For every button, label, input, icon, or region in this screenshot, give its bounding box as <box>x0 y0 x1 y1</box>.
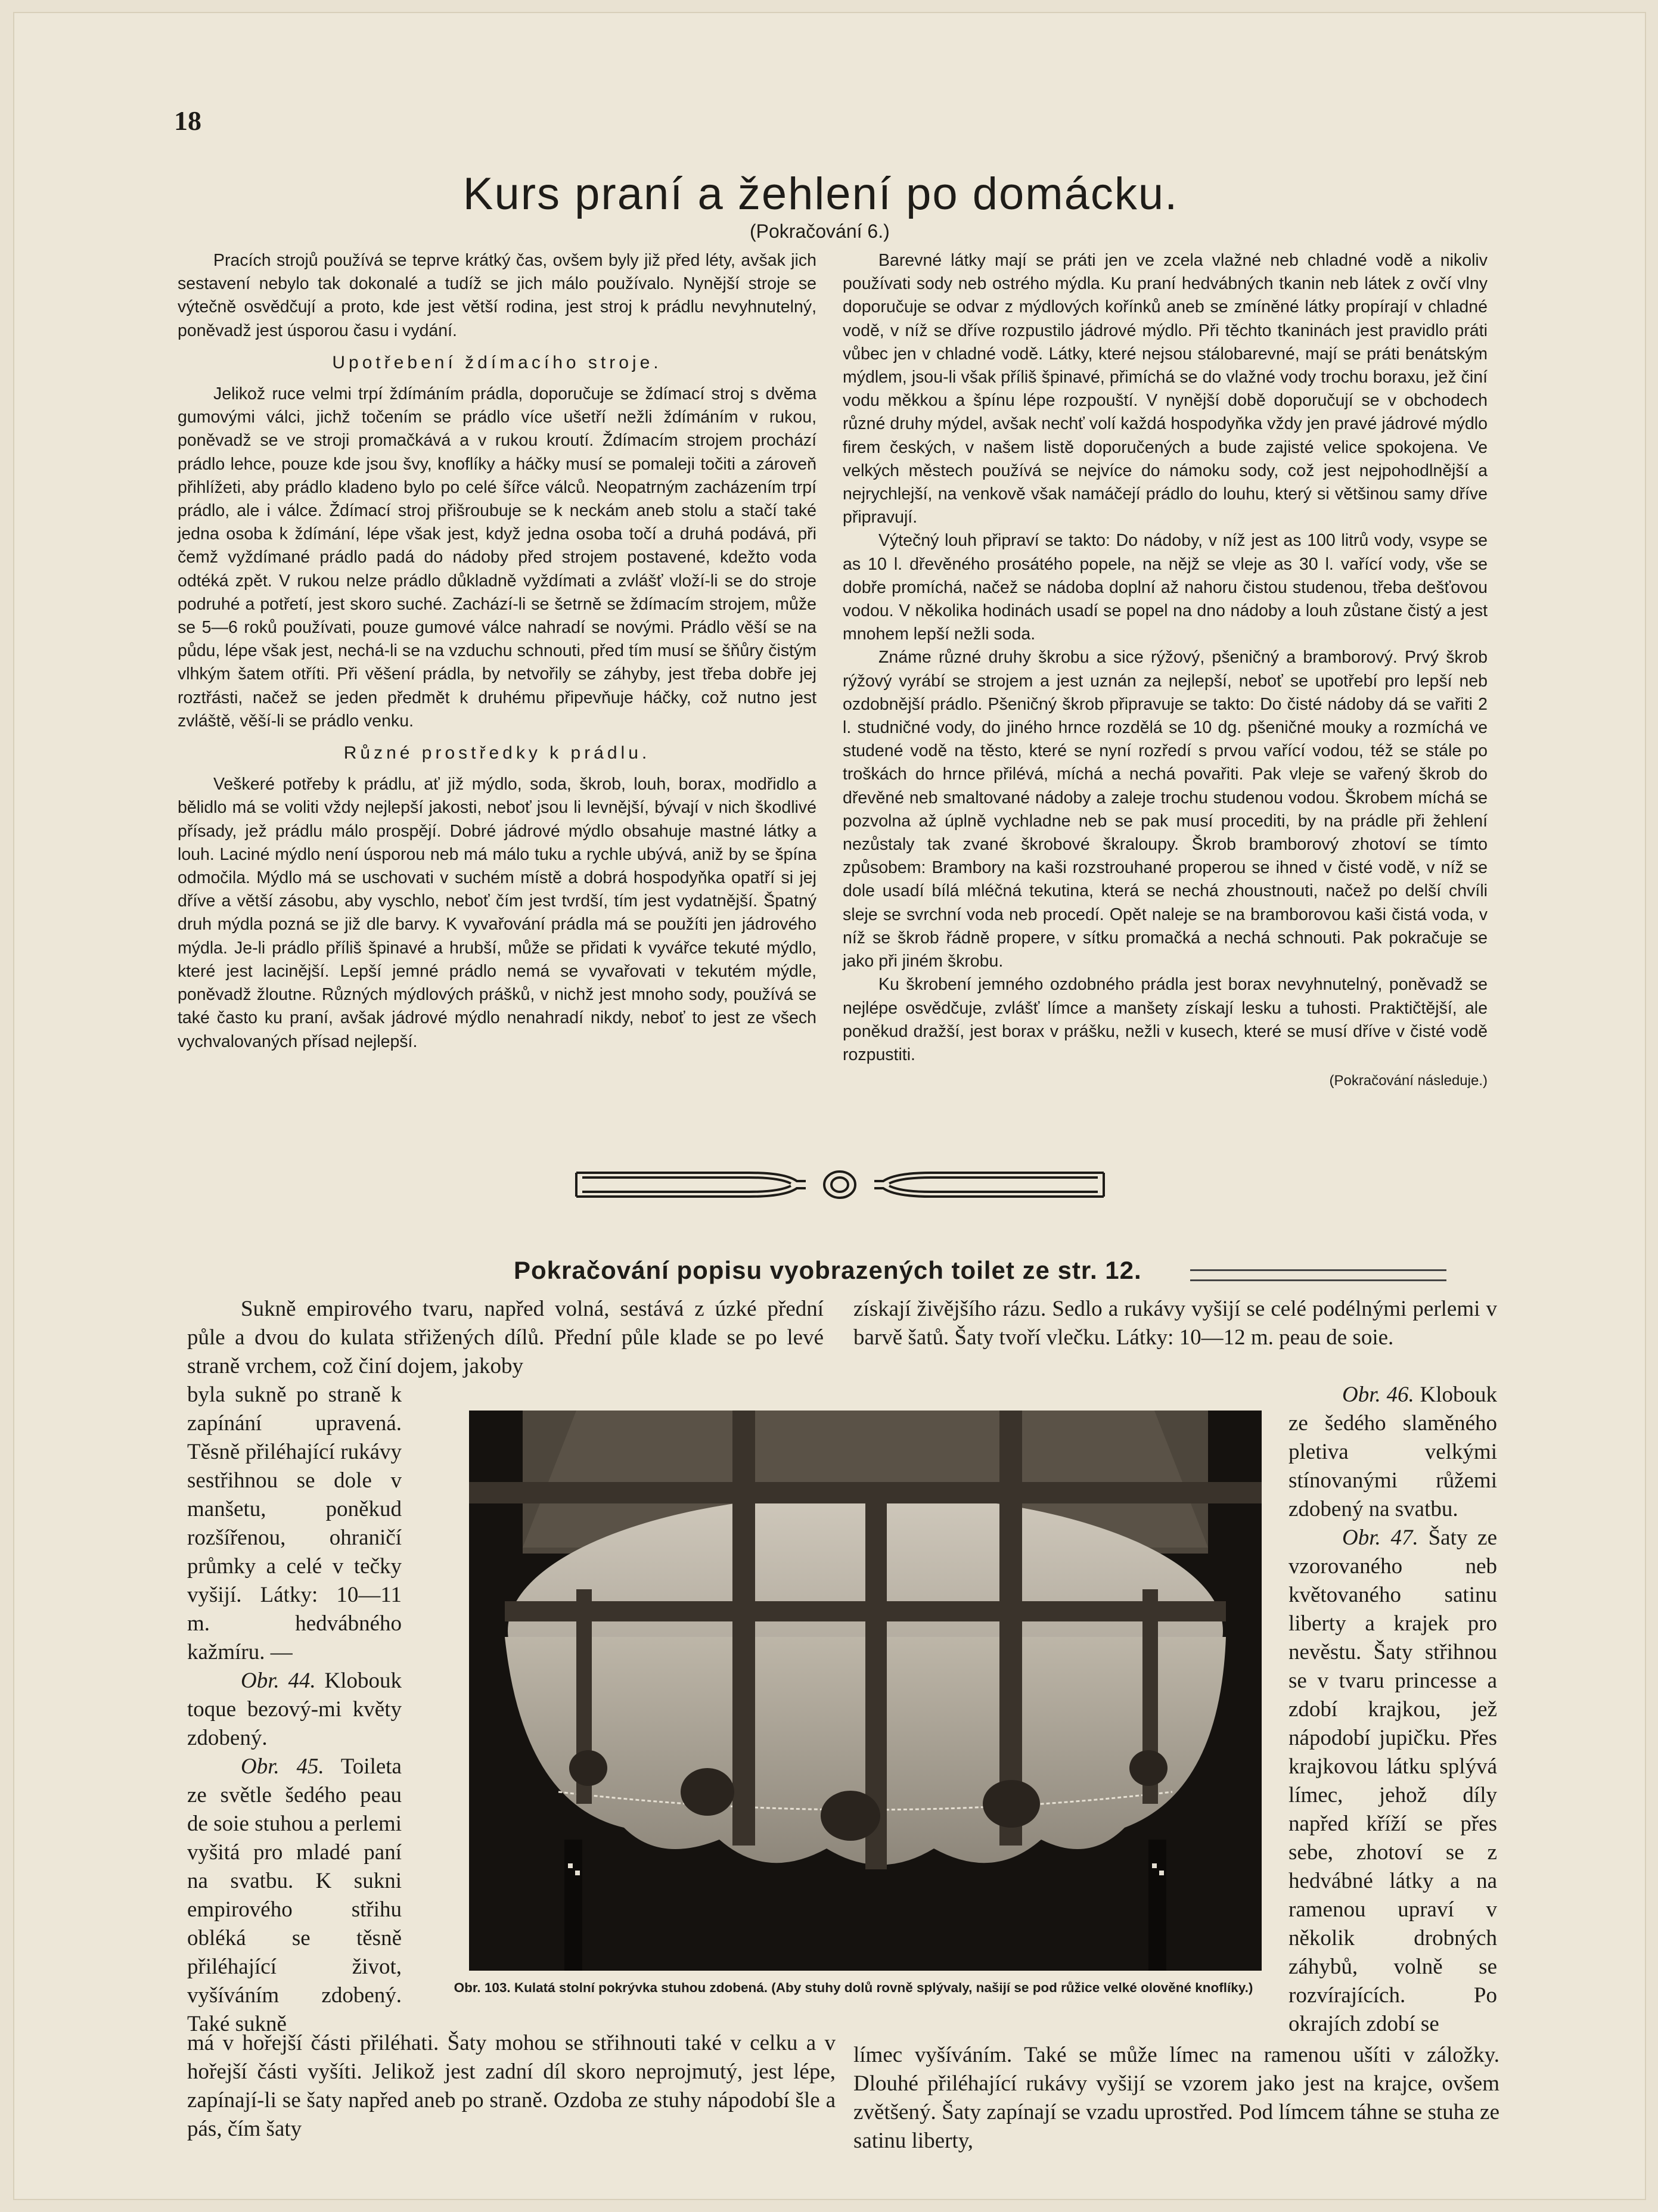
continued-note: (Pokračování následuje.) <box>1329 1073 1488 1089</box>
title-rule <box>1190 1269 1446 1281</box>
obr44-label: Obr. 44. <box>241 1669 316 1693</box>
toilets-text-left-bottom <box>187 2029 836 2143</box>
obr46-paragraph <box>1288 1381 1497 1524</box>
article-title: Kurs praní a žehlení po domácku. <box>462 169 1179 219</box>
paragraph: Sukně empirového tvaru, napřed volná, sestává z úzké přední půle a dvou do kulata střižených dílů. Přední půle klade se po levé straně vrchem, což činí dojem, jakoby <box>187 1297 824 1378</box>
article-column-right <box>843 249 1488 1092</box>
obr47-text: Šaty ze vzorovaného neb květovaného satinu liberty a krajek pro nevěstu. Šaty střihnou se v tvaru princesse a zdobí krajkou, jež nápodobí jupičku. Přes krajkovou látku splývá límec, jehož díly napřed kříží se přes sebe, zhotoví se z hedvábné látky a na ramenou upraví v několik drobných záhybů, volně se rozvírajících. Po okrajích zdobí se <box>1288 1526 1497 2036</box>
paragraph: Barevné látky mají se práti jen ve zcela vlažné neb chladné vodě a nikoliv používati sody neb ostrého mýdla. Ku praní hedvábných tkanin neb látek z ovčí vlny doporučuje se odvar z mýdlových kořínků aneb se zmíněné látky propírají v chladné vodě, v níž se dříve rozpustilo jádrové mýdlo. Při těchto tkaninách jest pravidlo práti vůbec jen v chladné vodě. Látky, které nejsou stálobarevné, mají se práti benátským mýdlem, jsou-li však příliš špinavé, přimíchá se do vlažné vody trochu boraxu, jež činí vodu měkkou a špínu lépe rozpouští. V nynější době doporučují se v obchodech různé druhy mýdel, avšak nechť volí každá hospodyňka vždy jen pravé jádrové mýdlo firem českých, v našem listě doporučených a bude zajisté velice spokojena. Ve velkých městech používá se nejvíce do námoku sody, což jest nejpohodlnější a nejrychlejší, na venkově však namáčejí prádlo do louhu, který si většinou samy dříve připravují. <box>843 251 1488 527</box>
paragraph: byla sukně po straně k zapínání upravená. Těsně přiléhající rukávy sestřihnou se dole v manšetu, poněkud rozšířenou, ohraničí průmky a celé v tečky vyšijí. Látky: 10—11 m. hedvábného kažmíru. — <box>187 1382 402 1664</box>
article-subtitle: (Pokračování 6.) <box>750 220 890 242</box>
obr45-paragraph <box>187 1753 402 2039</box>
section2-title: Pokračování popisu vyobrazených toilet ze str. 12. <box>514 1256 1142 1284</box>
page-number: 18 <box>174 105 201 136</box>
toilets-text-right-narrow <box>1288 1381 1497 2039</box>
obr46-text: Klobouk ze šedého slaměného pletiva velkými stínovanými růžemi zdobený na svatbu. <box>1288 1382 1497 1521</box>
obr45-label: Obr. 45. <box>241 1754 324 1779</box>
toilets-text-right-bottom <box>853 2041 1499 2155</box>
obr45-text: Toileta ze světle šedého peau de soie stuhou a perlemi vyšitá pro mladé paní na svatbu. K sukni empirového střihu obléká se těsně přiléhající život, vyšíváním zdobený. Také sukně <box>187 1754 402 2036</box>
paragraph: Jelikož ruce velmi trpí ždímáním prádla, doporučuje se ždímací stroj s dvěma gumovými válci, jichž točením se prádlo více ušetří nežli ždímáním v rukou, poněvadž se ve stroji promačkává a v rukou kroutí. Ždímacím strojem prochází prádlo lehce, pouze kde jsou švy, knoflíky a háčky musí se pomaleji točiti a zároveň přihlížeti, aby prádlo kladeno bylo po celé šířce válců. Neopatrným zacházením trpí prádlo, ale i válce. Ždímací stroj přišroubuje se k neckám aneb stolu a stačí také jedna osoba k ždímání, lépe však jest, když jedna osoba točí a druhá podává, při čemž vyždímané prádlo padá do nádoby před strojem postavené, kdežto voda odtéká zpět. V rukou nelze prádlo důkladně vyždímati a zvlášť vloží-li se do stroje podruhé a potřetí, jest skoro suché. Zachází-li se šetrně se ždímacím strojem, může se 5—6 roků používati, pouze gumové válce nahradí se novými. Prádlo věší se na půdu, lépe však jest, nechá-li se na vzduchu schnouti, před tím musí se šňůry čistým vlhkým šatem otříti. Při věšení prádla, by netvořily se záhyby, jest třeba dobře jej roztřásti, načež se jeden předmět k druhému připevňuje háčky, což nutno jest zvláště, věší-li se prádlo venku. <box>178 384 816 731</box>
toilets-text-left-narrow <box>187 1381 402 2039</box>
section-heading: Upotřebení ždímacího stroje. <box>332 352 662 372</box>
paragraph: získají živějšího rázu. Sedlo a rukávy vyšijí se celé podélnými perlemi v barvě šatů. Šaty tvoří vlečku. Látky: 10—12 m. peau de soie. <box>853 1297 1497 1350</box>
toilets-text-left-top <box>187 1295 824 1381</box>
article-column-left <box>178 249 816 1054</box>
tablecloth-photo <box>469 1411 1262 1971</box>
paragraph: Pracích strojů používá se teprve krátký čas, ovšem byly již před léty, avšak jich sestavení nebylo tak dokonalé a tudíž se jich málo používalo. Nynější stroje se výtečně osvědčují a proto, kde jest větší rodina, jest stroj k prádlu nevyhnutelný, poněvadž jest úsporou času i vydání. <box>178 251 816 340</box>
paragraph: má v hořejší části přiléhati. Šaty mohou se střihnouti také v celku a v hořejší části vyšíti. Jelikož jest zadní díl skoro neprojmutý, jest lépe, zapínají-li se šaty napřed aneb po straně. Ozdoba ze stuhy nápodobí šle a pás, čím šaty <box>187 2031 836 2141</box>
paragraph: Ku škrobení jemného ozdobného prádla jest borax nevyhnutelný, poněvadž se nejlépe osvědčuje, zvlášť límce a manšety získají lesku a tuhosti. Praktičtější, ale poněkud dražší, jest borax v prášku, nežli v kusech, které se musí dříve v čisté vodě rozpustiti. <box>843 975 1488 1064</box>
paragraph: Veškeré potřeby k prádlu, ať již mýdlo, soda, škrob, louh, borax, modřidlo a bělidlo má se voliti vždy nejlepší jakosti, neboť jsou li levnější, bývají v nich škodlivé přísady, jež prádlu málo prospějí. Dobré jádrové mýdlo obsahuje mastné látky a louh. Laciné mýdlo není úsporou neb má málo tuku a rychle ubývá, aniž by se špína odmočila. Mýdlo má se uschovati v suchém místě a dobrá hospodyňka opatří si jej dříve a větší zásobu, aby vyschlo, neboť čím jest tvrdší, tím jest vydatnější. Špatný druh mýdla pozná se již dle barvy. K vyvařování prádla má se použíti jen jádrového mýdla. Je-li prádlo příliš špinavé a hrubší, může se přidati k vyvářce tekuté mýdlo, které jest lacinější. Lepší jemné prádlo nemá se vyvařovati v tekutém mýdle, poněvadž žloutne. Různých mýdlových prášků, v nichž jest mnoho sody, používá se také často ku praní, avšak jádrové mýdlo nenahradí nikdy, neboť to jest ze všech vychvalovaných přísad nejlepší. <box>178 775 816 1051</box>
obr47-paragraph <box>1288 1524 1497 2039</box>
paragraph: Známe různé druhy škrobu a sice rýžový, pšeničný a bramborový. Prvý škrob rýžový vyrábí se strojem a jest uznán za nejlepší, neboť se upotřebí pro lepší neb ozdobnější prádlo. Pšeničný škrob připravuje se takto: Do čisté nádoby dá se vařiti 2 l. studničné vody, do jiného hrnce rozdělá se 10 dg. pšeničné mouky a rozmíchá ve studené vodě na těsto, které se nyní rozředí s prvou vařící vodou, též se stále po troškách do hrnce přilévá, míchá a nechá povařiti. Pak vleje se vařený škrob do dřevěné neb smaltované nádoby a zaleje trochu studenou vodou. Škrobem míchá se pozvolna až úplně vychladne neb se pak musí procediti, by na prádle při žehlení nezůstaly tak zvané škrobové škraloupy. Škrob bramborový zhotoví se tímto způsobem: Brambory na kaši rozstrouhané properou se ihned v čisté vodě, v níž se dole usadí bílá mléčná tekutina, která se nechá zhoustnouti, načež po delší chvíli sleje se svrchní voda neb procedí. Opět naleje se na bramborovou kaši čistá voda, v níž se škrob řádně propere, v sítku promačká a nechá schnouti. Pak pokračuje se jako při jiném škrobu. <box>843 648 1488 971</box>
decorative-divider <box>570 1167 1110 1203</box>
obr47-label: Obr. 47. <box>1342 1526 1418 1550</box>
obr44-text: Klobouk toque bezový-mi květy zdobený. <box>187 1669 402 1750</box>
obr46-label: Obr. 46. <box>1342 1382 1414 1407</box>
toilets-text-right-top <box>853 1295 1497 1352</box>
obr44-paragraph <box>187 1667 402 1753</box>
paragraph: límec vyšíváním. Také se může límec na ramenou ušíti v záložky. Dlouhé přiléhající rukávy vyšijí se vzorem jako jest na krajce, ovšem zvětšený. Šaty zapínají se vzadu uprostřed. Pod límcem táhne se stuha ze satinu liberty, <box>853 2043 1499 2153</box>
section-heading: Různé prostředky k prádlu. <box>343 743 651 763</box>
newspaper-page <box>13 12 1646 2200</box>
paragraph: Výtečný louh připraví se takto: Do nádoby, v níž jest as 100 litrů vody, vsype se as 10 l. dřevěného prosátého popele, na nějž se vleje as 30 l. vařící vody, vše se dobře promíchá, načež se nádoba doplní až nahoru čistou studenou, třeba dešťovou vodou. V několika hodinách usadí se popel na dno nádoby a louh zůstane čistý a jest mnohem lepší nežli soda. <box>843 531 1488 644</box>
figure-caption: Obr. 103. Kulatá stolní pokrývka stuhou zdobená. (Aby stuhy dolů rovně splývaly, našijí se pod růžice velké olověné knoflíky.) <box>454 1980 1253 1995</box>
